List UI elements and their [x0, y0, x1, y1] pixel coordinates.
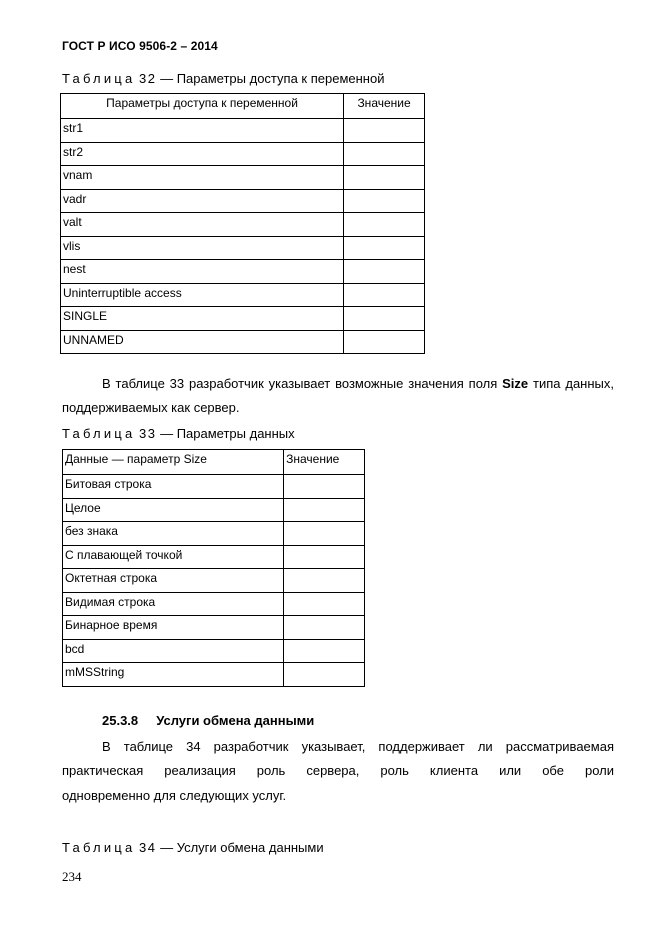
value-cell	[344, 189, 425, 213]
value-cell	[344, 307, 425, 331]
table-row	[61, 307, 425, 331]
table-header-row	[61, 94, 425, 119]
paragraph-text-after: типа данных, поддерживаемых как сервер.	[62, 376, 614, 416]
row-label: str2	[61, 142, 344, 166]
row-label: vadr	[61, 189, 344, 213]
table-row	[63, 639, 365, 663]
table-32-caption	[62, 71, 384, 86]
row-label: С плавающей точкой	[63, 545, 284, 569]
caption-word: Таблица	[62, 71, 136, 86]
table-row	[61, 119, 425, 143]
caption-number: 32	[139, 71, 157, 86]
table-row	[63, 569, 365, 593]
value-cell	[284, 639, 365, 663]
row-label: Целое	[63, 498, 284, 522]
value-cell	[344, 166, 425, 190]
table-row	[61, 166, 425, 190]
table-row	[63, 663, 365, 687]
value-cell	[284, 545, 365, 569]
value-cell	[284, 475, 365, 499]
table-row	[61, 283, 425, 307]
paragraph-line-3: одновременно для следующих услуг.	[62, 787, 287, 803]
caption-number: 34	[139, 840, 157, 855]
table-row	[63, 522, 365, 546]
row-label: mMSString	[63, 663, 284, 687]
table-row	[61, 213, 425, 237]
column-header-data-size: Данные — параметр Size	[63, 450, 284, 475]
value-cell	[344, 119, 425, 143]
table-row	[63, 592, 365, 616]
row-label: UNNAMED	[61, 330, 344, 354]
row-label: vnam	[61, 166, 344, 190]
caption-word: Таблица	[62, 840, 136, 855]
section-heading	[102, 713, 314, 728]
caption-number: 33	[139, 426, 157, 441]
value-cell	[284, 592, 365, 616]
value-cell	[344, 260, 425, 284]
value-cell	[344, 213, 425, 237]
value-cell	[284, 522, 365, 546]
row-label: Видимая строка	[63, 592, 284, 616]
table-row	[61, 142, 425, 166]
value-cell	[344, 236, 425, 260]
caption-title: — Параметры данных	[160, 426, 295, 441]
paragraph-text-before: В таблице 33 разработчик указывает возможные значения поля	[102, 376, 503, 391]
section-number: 25.3.8	[102, 713, 139, 728]
row-label: SINGLE	[61, 307, 344, 331]
table-33	[62, 449, 365, 687]
value-cell	[284, 569, 365, 593]
table-row	[61, 236, 425, 260]
table-row	[63, 498, 365, 522]
caption-title: — Параметры доступа к переменной	[160, 71, 385, 86]
row-label: Октетная строка	[63, 569, 284, 593]
row-label: Uninterruptible access	[61, 283, 344, 307]
paragraph-bold-size: Size	[502, 376, 529, 391]
row-label: bcd	[63, 639, 284, 663]
value-cell	[344, 283, 425, 307]
paragraph-line-1: В таблице 34 разработчик указывает, поддерживает ли рассматриваемая	[102, 739, 614, 754]
document-header: ГОСТ Р ИСО 9506-2 – 2014	[62, 39, 218, 53]
value-cell	[344, 330, 425, 354]
table-32	[60, 93, 425, 354]
table-row	[61, 189, 425, 213]
paragraph-table34-intro	[62, 735, 614, 808]
paragraph-table33-intro	[62, 372, 614, 421]
table-row	[61, 260, 425, 284]
row-label: без знака	[63, 522, 284, 546]
column-header-parameter: Параметры доступа к переменной	[61, 94, 344, 119]
value-cell	[284, 616, 365, 640]
column-header-value: Значение	[284, 450, 365, 475]
value-cell	[284, 663, 365, 687]
table-row	[63, 475, 365, 499]
row-label: valt	[61, 213, 344, 237]
table-header-row	[63, 450, 365, 475]
paragraph-line-2: практическая реализация роль сервера, роль клиента или обе роли	[62, 763, 614, 779]
caption-word: Таблица	[62, 426, 136, 441]
table-row	[61, 330, 425, 354]
section-title: Услуги обмена данными	[156, 713, 315, 728]
row-label: Бинарное время	[63, 616, 284, 640]
table-row	[63, 616, 365, 640]
table-row	[63, 545, 365, 569]
table-34-caption	[62, 840, 324, 855]
row-label: nest	[61, 260, 344, 284]
table-33-caption	[62, 426, 295, 441]
caption-title: — Услуги обмена данными	[160, 840, 324, 855]
column-header-value: Значение	[344, 94, 425, 119]
value-cell	[284, 498, 365, 522]
row-label: Битовая строка	[63, 475, 284, 499]
row-label: vlis	[61, 236, 344, 260]
value-cell	[344, 142, 425, 166]
row-label: str1	[61, 119, 344, 143]
page-number: 234	[62, 869, 82, 884]
